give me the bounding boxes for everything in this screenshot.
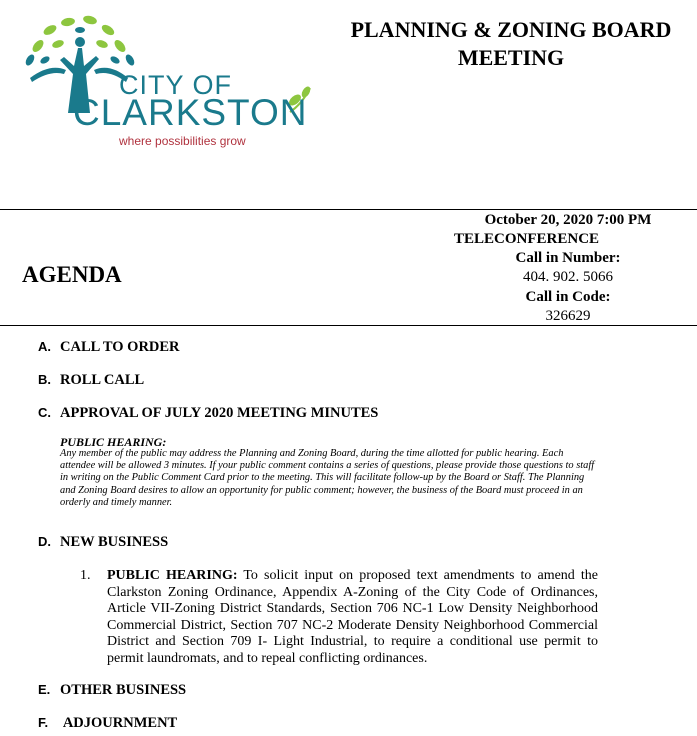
- title-line-2: MEETING: [457, 45, 565, 70]
- title-line-1: PLANNING & ZONING BOARD: [350, 17, 672, 42]
- agenda-item-f: [38, 715, 177, 732]
- agenda-item-a: [38, 339, 180, 356]
- item-letter: F.: [38, 715, 49, 730]
- header-top-rule: [0, 209, 697, 210]
- new-business-item-number: 1.: [80, 568, 91, 583]
- call-number: 404. 902. 5066: [523, 269, 613, 285]
- logo-clarkston-text: CLARKSTON: [73, 92, 308, 133]
- item-text: NEW BUSINESS: [60, 534, 169, 550]
- item-text: CALL TO ORDER: [60, 339, 180, 355]
- agenda-item-e: [38, 682, 186, 699]
- page-title: [325, 16, 697, 72]
- call-number-label: Call in Number:: [515, 250, 621, 266]
- item-letter: A.: [38, 339, 51, 354]
- call-code-label: Call in Code:: [525, 289, 611, 305]
- logo-city-of-text: CITY OF: [119, 70, 233, 100]
- item-letter: C.: [38, 405, 51, 420]
- meeting-datetime: October 20, 2020 7:00 PM: [484, 212, 652, 228]
- item-letter: E.: [38, 682, 51, 697]
- agenda-item-b: [38, 372, 144, 389]
- public-hearing-note-heading: PUBLIC HEARING:: [60, 435, 167, 449]
- new-business-item-text: [107, 568, 598, 668]
- meeting-location: TELECONFERENCE: [454, 231, 600, 247]
- public-hearing-note-text: Any member of the public may address the Planning and Zoning Board, during the time allotted for public hearing. Each attendee will be allowed 3 minutes. If your public comment contains a series of questions, please provide those questions to staff in writing on the Public Comment Card prior to the meeting. This will facilitate follow-up by the Board or Staff. The Planning and Zoning Board desires to allow an opportunity for public comment; however, the business of the Board must proceed in an orderly and timely manner.: [60, 448, 595, 508]
- new-business-item-body: To solicit input on proposed text amendments to amend the Clarkston Zoning Ordinance, Appendix A-Zoning of the City Code of Ordinances, Article VII-Zoning District Standards, Section 706 NC-1 Low Density Neighborhood Commercial District, Section 707 NC-2 Moderate Density Neighborhood Commercial District and Section 709 I- Light Industrial, to require a conditional use permit to permit laundromats, and to repeal conflicting ordinances.: [107, 568, 598, 666]
- item-letter: B.: [38, 372, 51, 387]
- item-letter: D.: [38, 534, 51, 549]
- item-text: APPROVAL OF JULY 2020 MEETING MINUTES: [60, 405, 379, 421]
- agenda-heading: AGENDA: [22, 262, 122, 287]
- call-code: 326629: [545, 308, 591, 324]
- item-text: ADJOURNMENT: [60, 715, 178, 731]
- agenda-item-d: [38, 534, 168, 551]
- item-text: OTHER BUSINESS: [60, 682, 187, 698]
- agenda-item-c: [38, 405, 378, 422]
- item-text: ROLL CALL: [60, 372, 145, 388]
- logo-tagline: where possibilities grow: [119, 134, 246, 148]
- new-business-item-lead: PUBLIC HEARING:: [107, 568, 238, 583]
